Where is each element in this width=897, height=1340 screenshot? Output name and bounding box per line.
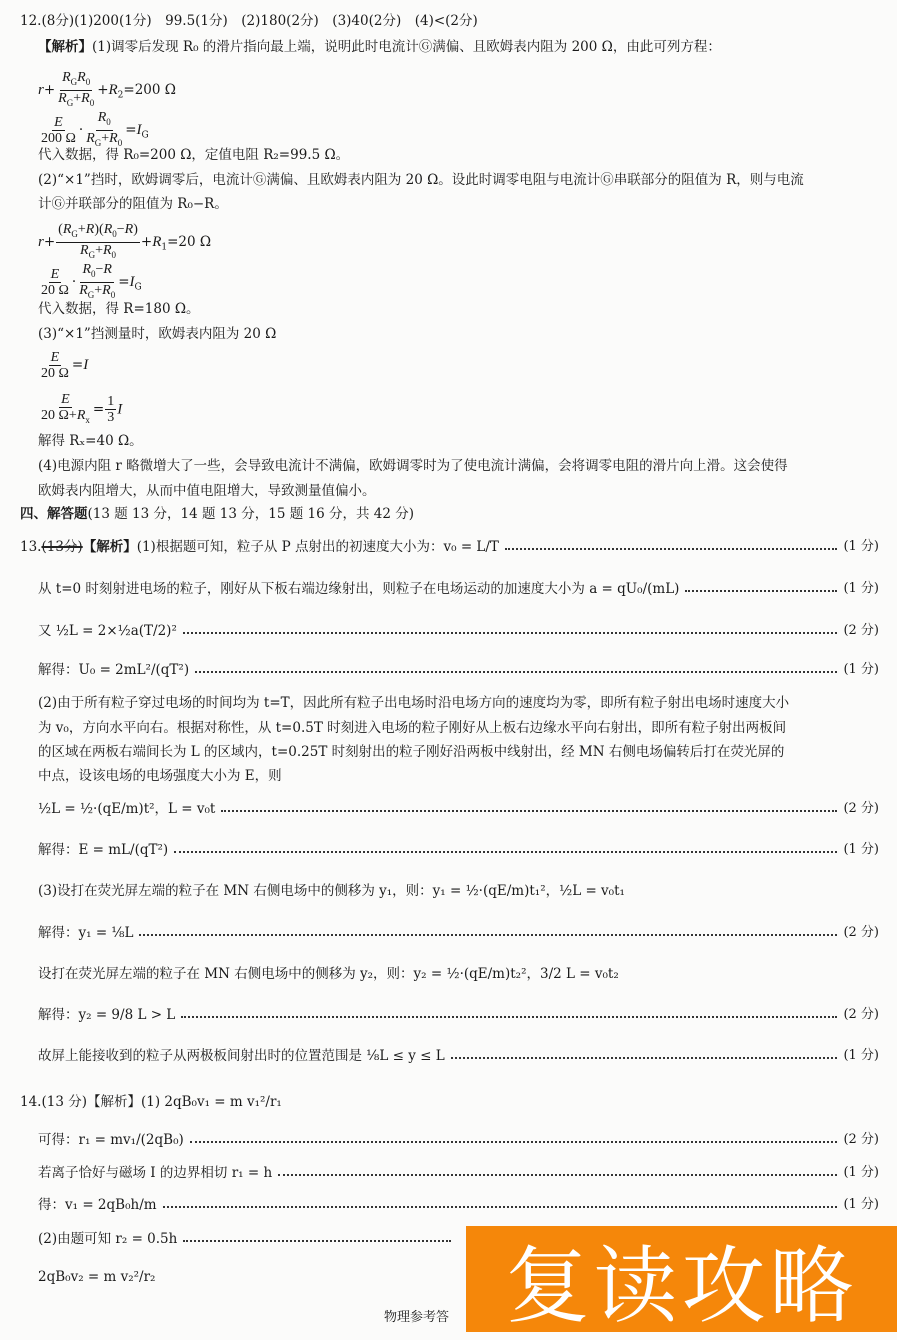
leader-dots [163, 1206, 838, 1208]
q12-p2-intro-a: (2)“×1”挡时，欧姆调零后，电流计Ⓖ满偏、且欧姆表内阻为 20 Ω。设此时调零电阻与电流计Ⓖ串联部分的阻值为 R，则与电流 [38, 172, 804, 188]
q13-line-8 [38, 1006, 879, 1024]
q14-eq-last: 2qB₀v₂ = m v₂²/r₂ [38, 1269, 156, 1285]
q14-line-3-text: 得：v₁ = 2qB₀h/m [38, 1197, 157, 1213]
q14-line-3 [38, 1196, 879, 1214]
score-label: (1 分) [843, 1165, 879, 1180]
q13-line-5-text: ½L = ½·(qE/m)t²，L = v₀t [38, 801, 216, 817]
q12-eq3: r+ $\frac{(R_G+R)(R_0-R)}{R_G+R_0}$ $+R_1=20$ Ω [38, 222, 212, 260]
analysis-tag: 【解析】 [38, 39, 92, 55]
score-label: (2 分) [843, 925, 879, 940]
q14-line-2-text: 若离子恰好与磁场 I 的边界相切 r₁ = h [38, 1165, 273, 1181]
q13-p3-intro: (3)设打在荧光屏左端的粒子在 MN 右侧电场中的侧移为 y₁，则：y₁ = ½·(qE/m)t₁²，½L = v₀t₁ [38, 883, 625, 899]
leader-dots [174, 851, 837, 853]
q14-line-1-text: 可得：r₁ = mv₁/(2qB₀) [38, 1132, 184, 1148]
leader-dots [278, 1174, 837, 1176]
q12-eq1: r+ $\frac{R_GR_0}{R_G+R_0}$ $+R_2=200$ Ω [38, 70, 176, 108]
q12-p3-result: 解得 Rₓ=40 Ω。 [38, 433, 143, 449]
q13-number: 13. [20, 539, 42, 555]
q13-line-6 [38, 841, 879, 859]
q13-line-4-text: 解得：U₀ = 2mL²/(qT²) [38, 662, 190, 678]
q12-eq6: $\frac{E}{20 \Omega+R_x}$ = $\frac{1}{3}$ I [41, 392, 123, 426]
q13-p2-d: 中点，设该电场的电场强度大小为 E，则 [38, 768, 282, 784]
q13-line-3-text: 又 ½L = 2×½a(T/2)² [38, 623, 177, 639]
q12-p3-intro: (3)“×1”挡测量时，欧姆表内阻为 20 Ω [38, 326, 277, 342]
section-detail: (13 题 13 分，14 题 13 分，15 题 16 分，共 42 分) [87, 506, 414, 522]
q12-p1-result: 代入数据，得 R₀=200 Ω，定值电阻 R₂=99.5 Ω。 [38, 147, 350, 163]
q12-p4-a: (4)电源内阻 r 略微增大了一些，会导致电流计不满偏，欧姆调零时为了使电流计满偏，会将调零电阻的滑片向上滑。这会使得 [38, 458, 788, 474]
q14-line-4 [38, 1230, 457, 1248]
q12-header: 12.(8分)(1)200(1分) 99.5(1分) (2)180(2分) (3)40(2分) (4)<(2分) [20, 13, 478, 29]
score-label: (2 分) [843, 1007, 879, 1022]
q13-line-7 [38, 924, 879, 942]
leader-dots [195, 671, 837, 673]
q13-p3-mid: 设打在荧光屏左端的粒子在 MN 右侧电场中的侧移为 y₂，则：y₂ = ½·(qE/m)t₂²，3/2 L = v₀t₂ [38, 966, 619, 982]
section-title: 四、解答题 [20, 506, 88, 522]
score-label: (2 分) [843, 623, 879, 638]
q13-line-1-text: (1)根据题可知，粒子从 P 点射出的初速度大小为：v₀ = L/T [136, 539, 499, 555]
q14-line-1 [38, 1131, 879, 1149]
q12-p1-intro-text: (1)调零后发现 R₀ 的滑片指向最上端，说明此时电流计Ⓖ满偏、且欧姆表内阻为 200 Ω，由此可列方程： [92, 39, 721, 55]
q13-p2-a: (2)由于所有粒子穿过电场的时间均为 t=T，因此所有粒子出电场时沿电场方向的速度均为零，即所有粒子射出电场时速度大小 [38, 695, 790, 711]
q12-p2-result: 代入数据，得 R=180 Ω。 [38, 301, 200, 317]
q12-p1-intro [38, 38, 879, 56]
q13-line-9 [38, 1047, 879, 1065]
q12-p2-intro-b: 计Ⓖ并联部分的阻值为 R₀−R。 [38, 196, 228, 212]
q12-eq2: $\frac{E}{200 \Omega}$ · $\frac{R_0}{R_G+R_0}$ $=I_G$ [41, 110, 149, 148]
q12-eq5: $\frac{E}{20 \Omega}$ =I [41, 350, 89, 381]
leader-dots [685, 590, 837, 592]
score-label: (1 分) [843, 581, 879, 596]
score-label: (1 分) [843, 1197, 879, 1212]
analysis-tag: 【解析】 [82, 539, 137, 555]
q13-line-8-text: 解得：y₂ = 9/8 L > L [38, 1007, 176, 1023]
q13-line-2 [38, 580, 879, 598]
score-label: (1 分) [843, 539, 879, 554]
q13-p2-b: 为 v₀，方向水平向右。根据对称性，从 t=0.5T 时刻进入电场的粒子刚好从上板右边缘水平向右射出，即所有粒子射出两板间 [38, 720, 787, 736]
q14-line-2 [38, 1164, 879, 1182]
q13-p2-c: 的区域在两板右端间长为 L 的区域内，t=0.25T 时刻射出的粒子刚好沿两板中线射出，经 MN 右侧电场偏转后打在荧光屏的 [38, 744, 785, 760]
score-label: (1 分) [843, 662, 879, 677]
score-label: (2 分) [843, 801, 879, 816]
score-label: (2 分) [843, 1132, 879, 1147]
q13-line-4 [38, 661, 879, 679]
q12-eq4: $\frac{E}{20 \Omega}$ · $\frac{R_0-R}{R_G+R_0}$ $=I_G$ [41, 262, 142, 300]
q13-line-1 [20, 538, 879, 556]
section-4-heading [20, 505, 879, 523]
score-label: (1 分) [843, 842, 879, 857]
page-footer: 物理参考答 [384, 1310, 450, 1325]
q13-line-5 [38, 800, 879, 818]
watermark-badge: 复读攻略 [466, 1226, 897, 1332]
q13-line-7-text: 解得：y₁ = ⅛L [38, 925, 134, 941]
q13-line-9-text: 故屏上能接收到的粒子从两极板间射出时的位置范围是 ⅛L ≤ y ≤ L [38, 1048, 445, 1064]
q12-p4-b: 欧姆表内阻增大，从而中值电阻增大，导致测量值偏小。 [38, 483, 376, 499]
q13-line-6-text: 解得：E = mL/(qT²) [38, 842, 169, 858]
q13-scribbled-score: (13分) [41, 539, 83, 555]
score-label: (1 分) [843, 1048, 879, 1063]
leader-dots [190, 1141, 838, 1143]
q13-line-3 [38, 622, 879, 640]
q14-line-4-text: (2)由题可知 r₂ = 0.5h [38, 1231, 178, 1247]
leader-dots [221, 810, 837, 812]
q13-line-2-text: 从 t=0 时刻射进电场的粒子，刚好从下板右端边缘射出，则粒子在电场运动的加速度大小为 a = qU₀/(mL) [38, 581, 680, 597]
leader-dots [505, 548, 837, 550]
leader-dots [181, 1016, 837, 1018]
leader-dots [183, 1240, 451, 1242]
q14-header: 14.(13 分)【解析】(1) 2qB₀v₁ = m v₁²/r₁ [20, 1094, 282, 1110]
leader-dots [183, 632, 838, 634]
leader-dots [139, 934, 837, 936]
leader-dots [451, 1057, 838, 1059]
